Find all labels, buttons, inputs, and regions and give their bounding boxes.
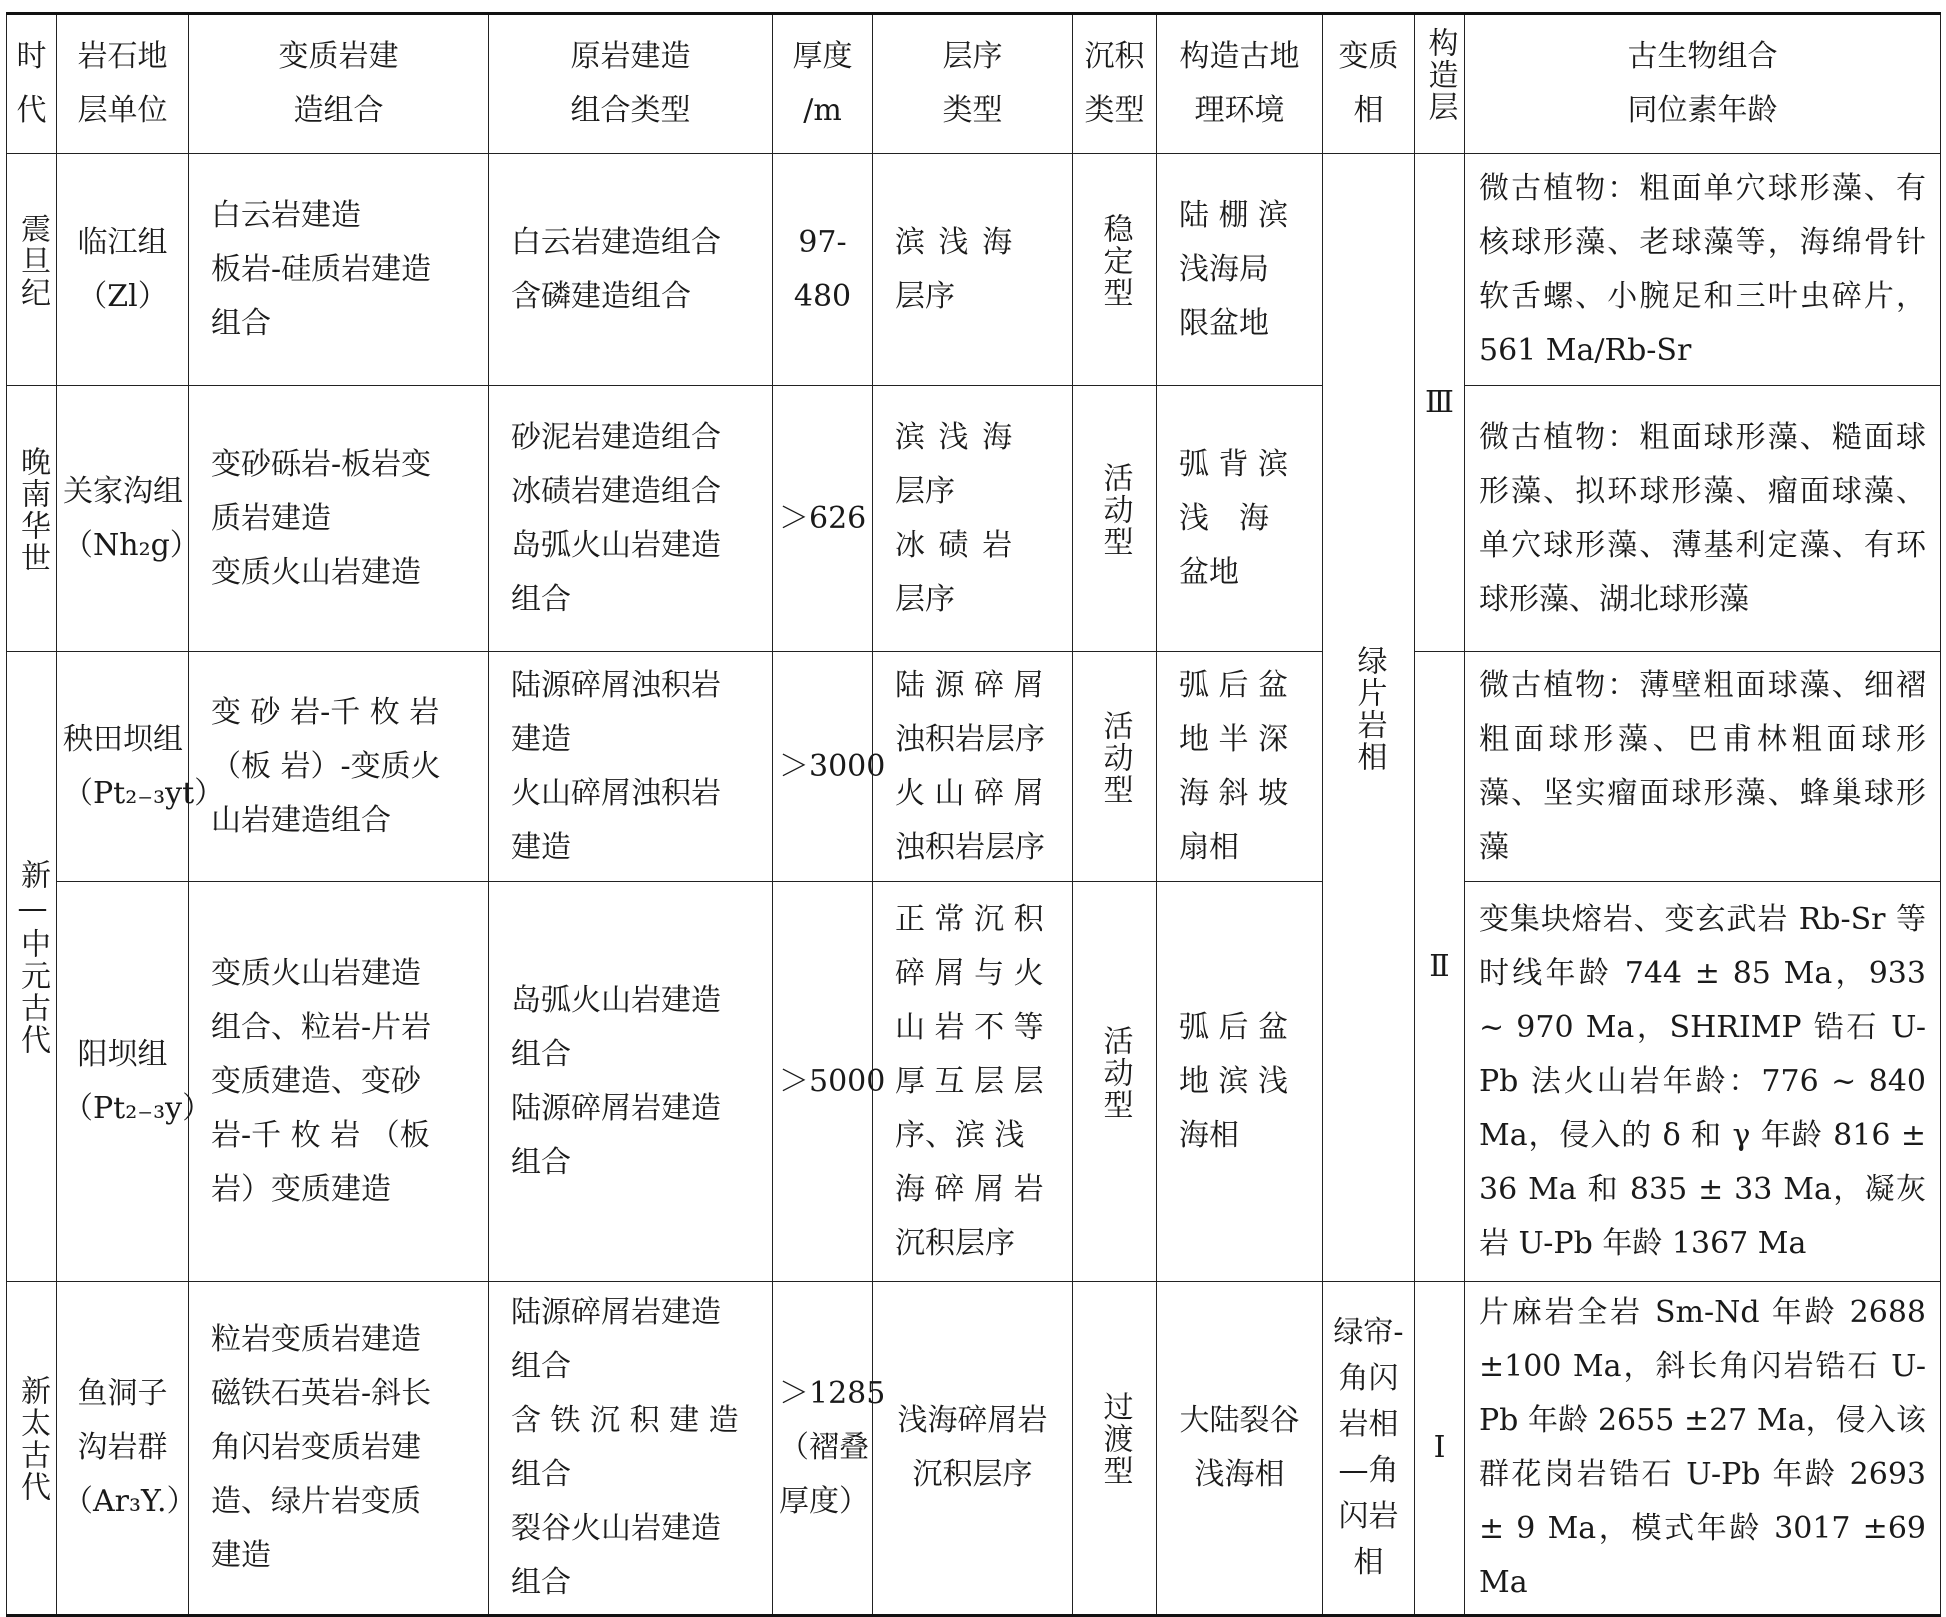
fossil-cell: 变集块熔岩、变玄武岩 Rb-Sr 等时线年龄 744 ± 85 Ma，933 ~ 970 Ma，SHRIMP 锆石 U-Pb 法火山岩年龄：776 ~ 840 Ma，侵入的 δ 和 γ 年龄 816 ± 36 Ma 和 835 ± 33 Ma，凝灰岩 U-Pb 年龄 1367 Ma: [1465, 882, 1941, 1282]
proto-cell: 陆源碎屑浊积岩 建造 火山碎屑浊积岩 建造: [489, 652, 773, 882]
sequence-cell: 正 常 沉 积 碎 屑 与 火 山 岩 不 等 厚 互 层 层 序、滨 浅 海 碎 屑 岩 沉积层序: [873, 882, 1073, 1282]
meta-facies-greenschist: 绿片岩相: [1323, 154, 1415, 1282]
geology-table-container: [6, 12, 1940, 1617]
fossil-cell: 微古植物：粗面球形藻、糙面球形藻、拟环球形藻、瘤面球藻、单穴球形藻、薄基利定藻、有环球形藻、湖北球形藻: [1465, 386, 1941, 652]
thickness-cell: ＞626: [773, 386, 873, 652]
header-meta: 变质岩建 造组合: [189, 14, 489, 154]
table-row: [7, 386, 1941, 652]
meta-cell: 粒岩变质岩建造 磁铁石英岩-斜长 角闪岩变质岩建 造、绿片岩变质 建造: [189, 1282, 489, 1616]
unit-cell: 阳坝组 （Pt₂₋₃y）: [57, 882, 189, 1282]
fossil-cell: 微古植物：薄壁粗面球藻、细褶粗面球形藻、巴甫林粗面球形藻、坚实瘤面球形藻、蜂巢球形藻: [1465, 652, 1941, 882]
sequence-cell: 滨 浅 海 层序 冰 碛 岩 层序: [873, 386, 1073, 652]
proto-cell: 白云岩建造组合 含磷建造组合: [489, 154, 773, 386]
meta-cell: 变质火山岩建造 组合、粒岩-片岩 变质建造、变砂 岩-千 枚 岩 （板 岩）变质建造: [189, 882, 489, 1282]
header-era: 时 代: [7, 14, 57, 154]
meta-cell: 变 砂 岩-千 枚 岩 （板 岩）-变质火 山岩建造组合: [189, 652, 489, 882]
sequence-cell: 滨 浅 海 层序: [873, 154, 1073, 386]
header-env: 构造古地 理环境: [1157, 14, 1323, 154]
proto-cell: 陆源碎屑岩建造 组合 含 铁 沉 积 建 造 组合 裂谷火山岩建造 组合: [489, 1282, 773, 1616]
table-row: [7, 154, 1941, 386]
proto-cell: 砂泥岩建造组合 冰碛岩建造组合 岛弧火山岩建造 组合: [489, 386, 773, 652]
header-row: [7, 14, 1941, 154]
env-cell: 弧 后 盆 地 半 深 海 斜 坡 扇相: [1157, 652, 1323, 882]
env-cell: 陆 棚 滨 浅海局 限盆地: [1157, 154, 1323, 386]
proto-cell: 岛弧火山岩建造 组合 陆源碎屑岩建造 组合: [489, 882, 773, 1282]
sed-type-cell: 活动型: [1073, 652, 1157, 882]
table-row: [7, 882, 1941, 1282]
env-cell: 弧 后 盆 地 滨 浅 海相: [1157, 882, 1323, 1282]
fossil-cell: 微古植物：粗面单穴球形藻、有核球形藻、老球藻等，海绵骨针软舌螺、小腕足和三叶虫碎片，561 Ma/Rb-Sr: [1465, 154, 1941, 386]
header-sequence: 层序 类型: [873, 14, 1073, 154]
sequence-cell: 浅海碎屑岩 沉积层序: [873, 1282, 1073, 1616]
thickness-cell: ＞5000: [773, 882, 873, 1282]
thickness-cell: 97- 480: [773, 154, 873, 386]
tectonic-layer-I: Ⅰ: [1415, 1282, 1465, 1616]
sed-type-cell: 过渡型: [1073, 1282, 1157, 1616]
header-meta-facies: 变质 相: [1323, 14, 1415, 154]
sequence-cell: 陆 源 碎 屑 浊积岩层序 火 山 碎 屑 浊积岩层序: [873, 652, 1073, 882]
header-sed: 沉积 类型: [1073, 14, 1157, 154]
tectonic-layer-III: Ⅲ: [1415, 154, 1465, 652]
table-row: [7, 652, 1941, 882]
era-cell: 新太古代: [7, 1282, 57, 1616]
stratigraphy-table: [6, 12, 1941, 1617]
header-fossil: 古生物组合 同位素年龄: [1465, 14, 1941, 154]
unit-cell: 临江组 （Zl）: [57, 154, 189, 386]
unit-cell: 秧田坝组 （Pt₂₋₃yt）: [57, 652, 189, 882]
header-proto: 原岩建造 组合类型: [489, 14, 773, 154]
unit-cell: 鱼洞子 沟岩群 （Ar₃Y.）: [57, 1282, 189, 1616]
sed-type-cell: 活动型: [1073, 882, 1157, 1282]
header-thickness: 厚度 /m: [773, 14, 873, 154]
era-cell: 晚南华世: [7, 386, 57, 652]
sed-type-cell: 活动型: [1073, 386, 1157, 652]
sed-type-cell: 稳定型: [1073, 154, 1157, 386]
unit-cell: 关家沟组 （Nh₂g）: [57, 386, 189, 652]
header-unit: 岩石地 层单位: [57, 14, 189, 154]
thickness-cell: ＞1285 （褶叠 厚度）: [773, 1282, 873, 1616]
env-cell: 弧 背 滨 浅 海 盆地: [1157, 386, 1323, 652]
env-cell: 大陆裂谷 浅海相: [1157, 1282, 1323, 1616]
table-row: [7, 1282, 1941, 1616]
meta-cell: 变砂砾岩-板岩变 质岩建造 变质火山岩建造: [189, 386, 489, 652]
header-tectonic-layer: 构造层: [1415, 14, 1465, 154]
fossil-cell: 片麻岩全岩 Sm-Nd 年龄 2688 ±100 Ma，斜长角闪岩锆石 U-Pb 年龄 2655 ±27 Ma，侵入该群花岗岩锆石 U-Pb 年龄 2693 ± 9 Ma，模式年龄 3017 ±69 Ma: [1465, 1282, 1941, 1616]
meta-facies-cell: 绿帘- 角闪 岩相 —角 闪岩 相: [1323, 1282, 1415, 1616]
thickness-cell: ＞3000: [773, 652, 873, 882]
era-cell: 震旦纪: [7, 154, 57, 386]
era-cell: 新—中元古代: [7, 652, 57, 1282]
meta-cell: 白云岩建造 板岩-硅质岩建造 组合: [189, 154, 489, 386]
tectonic-layer-II: Ⅱ: [1415, 652, 1465, 1282]
